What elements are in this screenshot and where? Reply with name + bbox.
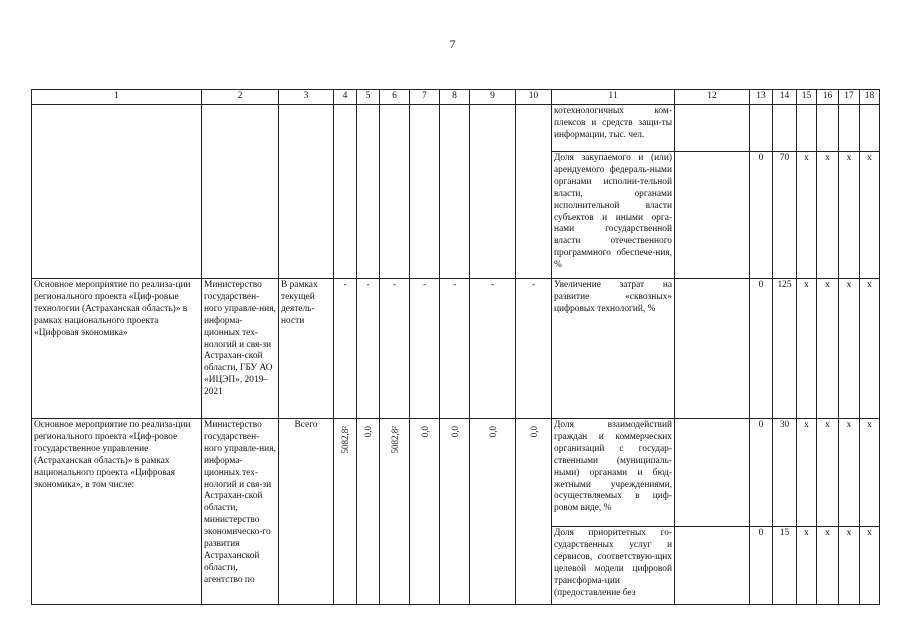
cell-empty xyxy=(675,152,750,279)
value-cell: x xyxy=(839,527,860,605)
value-cell: - xyxy=(410,279,440,419)
col-header: 13 xyxy=(750,90,773,105)
cell-empty xyxy=(440,105,470,279)
value-cell: x xyxy=(839,152,860,279)
value-cell xyxy=(380,419,410,605)
cell-empty xyxy=(750,105,773,152)
table-row xyxy=(32,279,880,419)
col-header: 11 xyxy=(552,90,675,105)
value-cell xyxy=(410,419,440,605)
value-cell: - xyxy=(470,279,516,419)
value-cell: x xyxy=(817,527,839,605)
value-cell: - xyxy=(440,279,470,419)
value-cell: 15 xyxy=(773,527,797,605)
col-header: 10 xyxy=(516,90,552,105)
value-cell: 0 xyxy=(750,527,773,605)
value-cell: 0 xyxy=(750,419,773,527)
value-cell: - xyxy=(380,279,410,419)
col-header: 3 xyxy=(279,90,334,105)
value-cell: x xyxy=(860,152,880,279)
cell-empty xyxy=(675,527,750,605)
cell-empty xyxy=(860,105,880,152)
indicator-cell: котехнологичных ком-плексов и средств защи-ты информации, тыс. чел. xyxy=(552,105,675,152)
cell-empty xyxy=(797,105,817,152)
value-cell: x xyxy=(817,152,839,279)
col-header: 15 xyxy=(797,90,817,105)
value-cell: x xyxy=(839,279,860,419)
value-cell: 30 xyxy=(773,419,797,527)
value-text: 0,0 xyxy=(449,426,460,438)
value-text: 0,0 xyxy=(487,426,498,438)
value-cell: 125 xyxy=(773,279,797,419)
activity-cell: Основное мероприятие по реализа-ции регионального проекта «Циф-ровые технологии (Астраханская область)» в рамках национального проекта «Цифровая экономика» xyxy=(32,279,202,419)
value-cell: x xyxy=(839,419,860,527)
activity-cell: Основное мероприятие по реализа-ции регионального проекта «Циф-ровое государственное управление (Астраханская область)» в рамках национального проекта «Цифровая экономика», в том числе: xyxy=(32,419,202,605)
program-table xyxy=(31,89,880,605)
value-cell: x xyxy=(797,419,817,527)
cell-empty xyxy=(817,105,839,152)
cell-empty xyxy=(839,105,860,152)
cell-empty xyxy=(470,105,516,279)
value-cell: x xyxy=(817,419,839,527)
cell-empty xyxy=(773,105,797,152)
value-cell: x xyxy=(797,152,817,279)
cell-empty xyxy=(279,105,334,279)
value-cell: x xyxy=(817,279,839,419)
header-row xyxy=(32,90,880,105)
value-cell xyxy=(470,419,516,605)
value-text: 0,0 xyxy=(419,426,430,438)
value-cell xyxy=(357,419,380,605)
value-cell xyxy=(440,419,470,605)
cell-empty xyxy=(334,105,357,279)
col-header: 18 xyxy=(860,90,880,105)
page-number: 7 xyxy=(449,37,456,51)
value-text: 5082,8² xyxy=(389,426,400,454)
col-header: 1 xyxy=(32,90,202,105)
value-cell: x xyxy=(860,279,880,419)
value-cell: - xyxy=(516,279,552,419)
value-text: 5082,8² xyxy=(340,426,350,454)
col-header: 14 xyxy=(773,90,797,105)
value-cell: x xyxy=(797,527,817,605)
col-header: 5 xyxy=(357,90,380,105)
value-cell: 0 xyxy=(750,152,773,279)
cell-empty xyxy=(675,419,750,527)
col-header: 2 xyxy=(202,90,279,105)
value-cell xyxy=(516,419,552,605)
indicator-cell: Доля взаимодействий граждан и коммерческих организаций с государ-ственными (муниципаль-ными) органами и бюд-жетными учреждениями, осуществляемых в циф-ровом виде, % xyxy=(552,419,675,527)
table-row xyxy=(32,419,880,527)
col-header: 12 xyxy=(675,90,750,105)
col-header: 9 xyxy=(470,90,516,105)
cell-empty xyxy=(516,105,552,279)
value-cell: 70 xyxy=(773,152,797,279)
value-text: 0,0 xyxy=(528,426,539,438)
col-header: 4 xyxy=(334,90,357,105)
source-cell: В рамках текущей деятель-ности xyxy=(279,279,334,419)
value-cell: x xyxy=(860,419,880,527)
col-header: 16 xyxy=(817,90,839,105)
table-row xyxy=(32,105,880,152)
col-header: 6 xyxy=(380,90,410,105)
cell-empty xyxy=(357,105,380,279)
executor-cell: Министерство государствен-ного управле-ния, информа-ционных тех-нологий и свя-зи Астрахан-ской области, ГБУ АО «ИЦЭП», 2019–2021 xyxy=(202,279,279,419)
cell-empty xyxy=(410,105,440,279)
indicator-cell: Доля приоритетных го-сударственных услуг и сервисов, соответствую-щих целевой модели цифровой трансформа-ции (предоставление без xyxy=(552,527,675,605)
cell-empty xyxy=(675,279,750,419)
executor-cell: Министерство государствен-ного управле-ния, информа-ционных тех-нологий и свя-зи Астрахан-ской области, министерство экономическо-го развития Астраханской области, агентство по xyxy=(202,419,279,605)
source-cell: Всего xyxy=(279,419,334,605)
col-header: 17 xyxy=(839,90,860,105)
col-header: 7 xyxy=(410,90,440,105)
indicator-cell: Доля закупаемого и (или) арендуемого федераль-ными органами исполни-тельной власти, органами исполнительной власти субъектов и иными орга-нами государственной власти отечественного программного обеспече-ния, % xyxy=(552,152,675,279)
cell-empty xyxy=(675,105,750,152)
cell-empty xyxy=(202,105,279,279)
value-cell: x xyxy=(860,527,880,605)
indicator-cell: Увеличение затрат на развитие «сквозных» цифровых технологий, % xyxy=(552,279,675,419)
cell-empty xyxy=(32,105,202,279)
value-cell: - xyxy=(357,279,380,419)
value-text: 0,0 xyxy=(363,426,373,438)
col-header: 8 xyxy=(440,90,470,105)
value-cell xyxy=(334,419,357,605)
value-cell: - xyxy=(334,279,357,419)
value-cell: x xyxy=(797,279,817,419)
value-cell: 0 xyxy=(750,279,773,419)
cell-empty xyxy=(380,105,410,279)
